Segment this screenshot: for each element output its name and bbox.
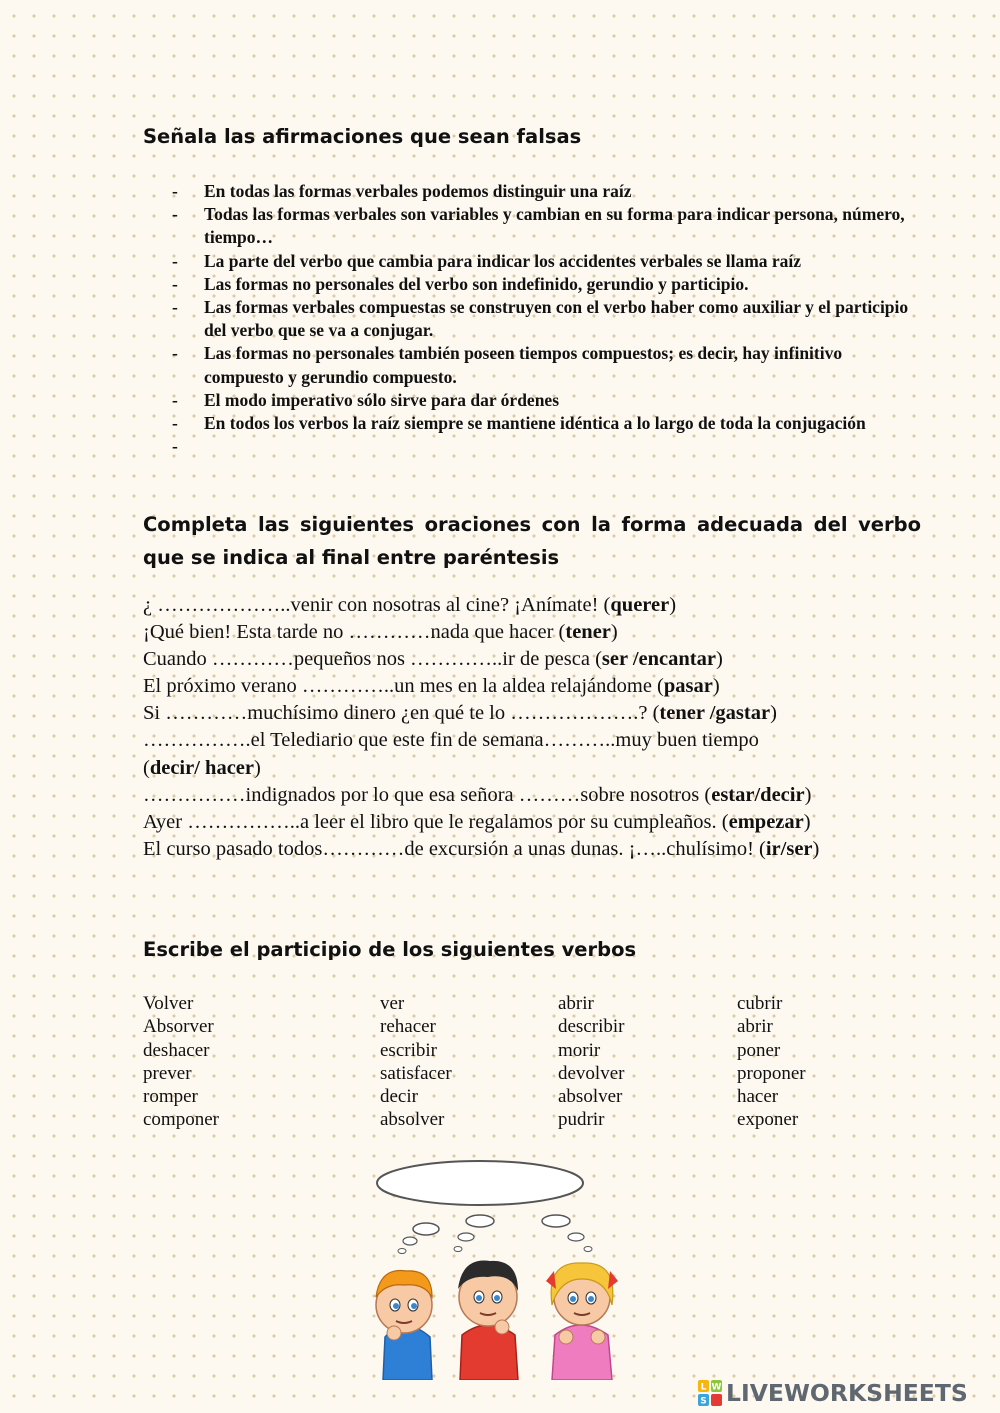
logo-letter: W — [711, 1382, 722, 1393]
logo-badge-icon — [698, 1380, 722, 1406]
verb-hint: estar/decir — [711, 783, 805, 806]
boy-left-icon — [376, 1271, 432, 1380]
verb-item: proponer — [737, 1062, 806, 1084]
dash-marker: - — [172, 297, 178, 318]
close-paren: ) — [254, 756, 261, 779]
verb-column — [380, 992, 452, 1132]
sentence-text: ( — [143, 756, 150, 779]
liveworksheets-logo — [698, 1378, 968, 1408]
statement-text: Las formas no personales también poseen tiempos compuestos; es decir, hay infinitivo compuesto y gerundio compuesto. — [204, 343, 843, 387]
verb-item: abrir — [558, 993, 594, 1014]
verb-item: componer — [143, 1109, 219, 1131]
verb-item: abrir — [737, 1016, 773, 1038]
close-paren: ) — [715, 648, 723, 671]
statement-item — [172, 296, 912, 342]
thought-bubble-icon — [377, 1161, 592, 1254]
sentence-text: …………….el Telediario que este fin de semana………..muy buen tiempo — [143, 729, 759, 752]
dash-marker: - — [172, 204, 178, 225]
sentence-line — [143, 673, 933, 700]
verb-item: cubrir — [737, 993, 783, 1014]
statement-text: Todas las formas verbales son variables y cambian en su forma para indicar persona, número, tiempo… — [204, 204, 905, 248]
logo-letter: S — [700, 1396, 707, 1406]
dash-marker: - — [172, 413, 178, 434]
verb-item: deshacer — [143, 1039, 210, 1061]
verb-item: rehacer — [380, 1016, 436, 1038]
girl-right-icon — [546, 1263, 618, 1380]
statement-text: El modo imperativo sólo sirve para dar órdenes — [204, 389, 560, 410]
verb-hint: empezar — [728, 810, 804, 833]
verb-item: romper — [143, 1086, 198, 1108]
verb-column — [558, 992, 624, 1132]
statement-item — [172, 180, 912, 203]
verb-item: prever — [143, 1062, 192, 1084]
dash-marker: - — [172, 436, 178, 457]
statement-text: Las formas no personales del verbo son indefinido, gerundio y participio. — [204, 273, 749, 294]
sentence-text: ……………indignados por lo que esa señora ………sobre nosotros ( — [143, 783, 712, 806]
logo-text: LIVEWORKSHEETS — [726, 1379, 968, 1407]
verb-item: describir — [558, 1016, 625, 1038]
logo-letter: L — [700, 1382, 707, 1393]
sentence-line — [143, 619, 933, 646]
verb-item: satisfacer — [380, 1062, 452, 1084]
verb-item: exponer — [737, 1109, 799, 1131]
verb-item: Volver — [143, 993, 194, 1014]
statement-item — [172, 412, 912, 435]
close-paren: ) — [712, 675, 720, 698]
verb-item: morir — [558, 1039, 601, 1061]
sentence-text: Ayer ……………..a leer el libro que le regalamos por su cumpleaños. ( — [143, 810, 729, 833]
statement-text: La parte del verbo que cambia para indicar los accidentes verbales se llama raíz — [204, 250, 802, 271]
sentence-line — [143, 836, 933, 863]
sentence-line — [143, 727, 933, 754]
sentence-line — [143, 782, 933, 809]
dash-marker: - — [172, 389, 178, 410]
sentence-text: El próximo verano …………..un mes en la aldea relajándome ( — [143, 675, 664, 698]
close-paren: ) — [770, 702, 777, 725]
verb-item: devolver — [558, 1062, 625, 1084]
sentence-text: El curso pasado todos…………de excursión a unas dunas. ¡…..chulísimo! ( — [143, 837, 766, 860]
verb-item: ver — [380, 993, 405, 1014]
verb-item: hacer — [737, 1086, 779, 1108]
sentence-line — [143, 700, 933, 727]
verb-hint: tener /gastar — [659, 702, 771, 725]
verb-hint: tener — [565, 621, 611, 644]
statement-item — [172, 435, 912, 458]
statement-item — [172, 389, 912, 412]
boy-middle-icon — [458, 1261, 518, 1380]
verb-item: Absorver — [143, 1016, 214, 1038]
statement-text: Las formas verbales compuestas se construyen con el verbo haber como auxiliar y el participio del verbo que se va a conjugar. — [204, 297, 909, 341]
verb-hint: pasar — [663, 675, 713, 698]
section-1-heading: Señala las afirmaciones que sean falsas — [143, 125, 582, 148]
close-paren: ) — [804, 783, 812, 806]
verb-hint: decir/ hacer — [149, 756, 254, 779]
statements-list — [172, 180, 912, 458]
close-paren: ) — [610, 621, 618, 644]
section-2-heading: Completa las siguientes oraciones con la forma adecuada del verbo que se indica al final entre paréntesis — [143, 513, 921, 569]
close-paren: ) — [812, 837, 820, 860]
sentence-text: Cuando …………pequeños nos …………..ir de pesca ( — [143, 648, 602, 671]
statement-item — [172, 273, 912, 296]
sentence-text: ¡Qué bien! Esta tarde no …………nada que hacer ( — [143, 621, 566, 644]
sentence-line — [143, 809, 933, 836]
sentence-text: Si …………muchísimo dinero ¿en qué te lo ……………….? ( — [143, 702, 660, 725]
verb-item: pudrir — [558, 1109, 605, 1131]
sentence-text: ¿ ………………..venir con nosotras al cine? ¡Anímate! ( — [143, 594, 611, 616]
verb-column — [143, 992, 219, 1132]
statement-item — [172, 250, 912, 273]
statement-text: En todos los verbos la raíz siempre se mantiene idéntica a lo largo de toda la conjugación — [204, 413, 866, 434]
sentence-line — [143, 646, 933, 673]
verb-hint: querer — [610, 594, 670, 616]
verb-item: decir — [380, 1086, 418, 1108]
section-3-heading: Escribe el participio de los siguientes verbos — [143, 938, 637, 961]
thinking-kids-illustration — [340, 1155, 640, 1380]
verb-item: absolver — [558, 1086, 623, 1108]
statement-text: En todas las formas verbales podemos distinguir una raíz — [204, 181, 632, 201]
sentence-line — [143, 592, 933, 619]
verb-item: poner — [737, 1039, 781, 1061]
dash-marker: - — [172, 273, 178, 294]
verb-hint: ser /encantar — [601, 648, 716, 671]
verb-hint: ir/ser — [765, 837, 813, 860]
verb-column — [737, 992, 806, 1132]
statement-text — [204, 436, 208, 456]
close-paren: ) — [669, 594, 677, 616]
dash-marker: - — [172, 181, 178, 201]
sentence-line — [143, 755, 933, 782]
close-paren: ) — [803, 810, 811, 833]
verb-item: absolver — [380, 1109, 445, 1131]
dash-marker: - — [172, 250, 178, 271]
verb-item: escribir — [380, 1039, 437, 1061]
dash-marker: - — [172, 343, 178, 364]
sentences-block — [143, 592, 933, 863]
statement-item — [172, 203, 912, 249]
statement-item — [172, 342, 912, 388]
